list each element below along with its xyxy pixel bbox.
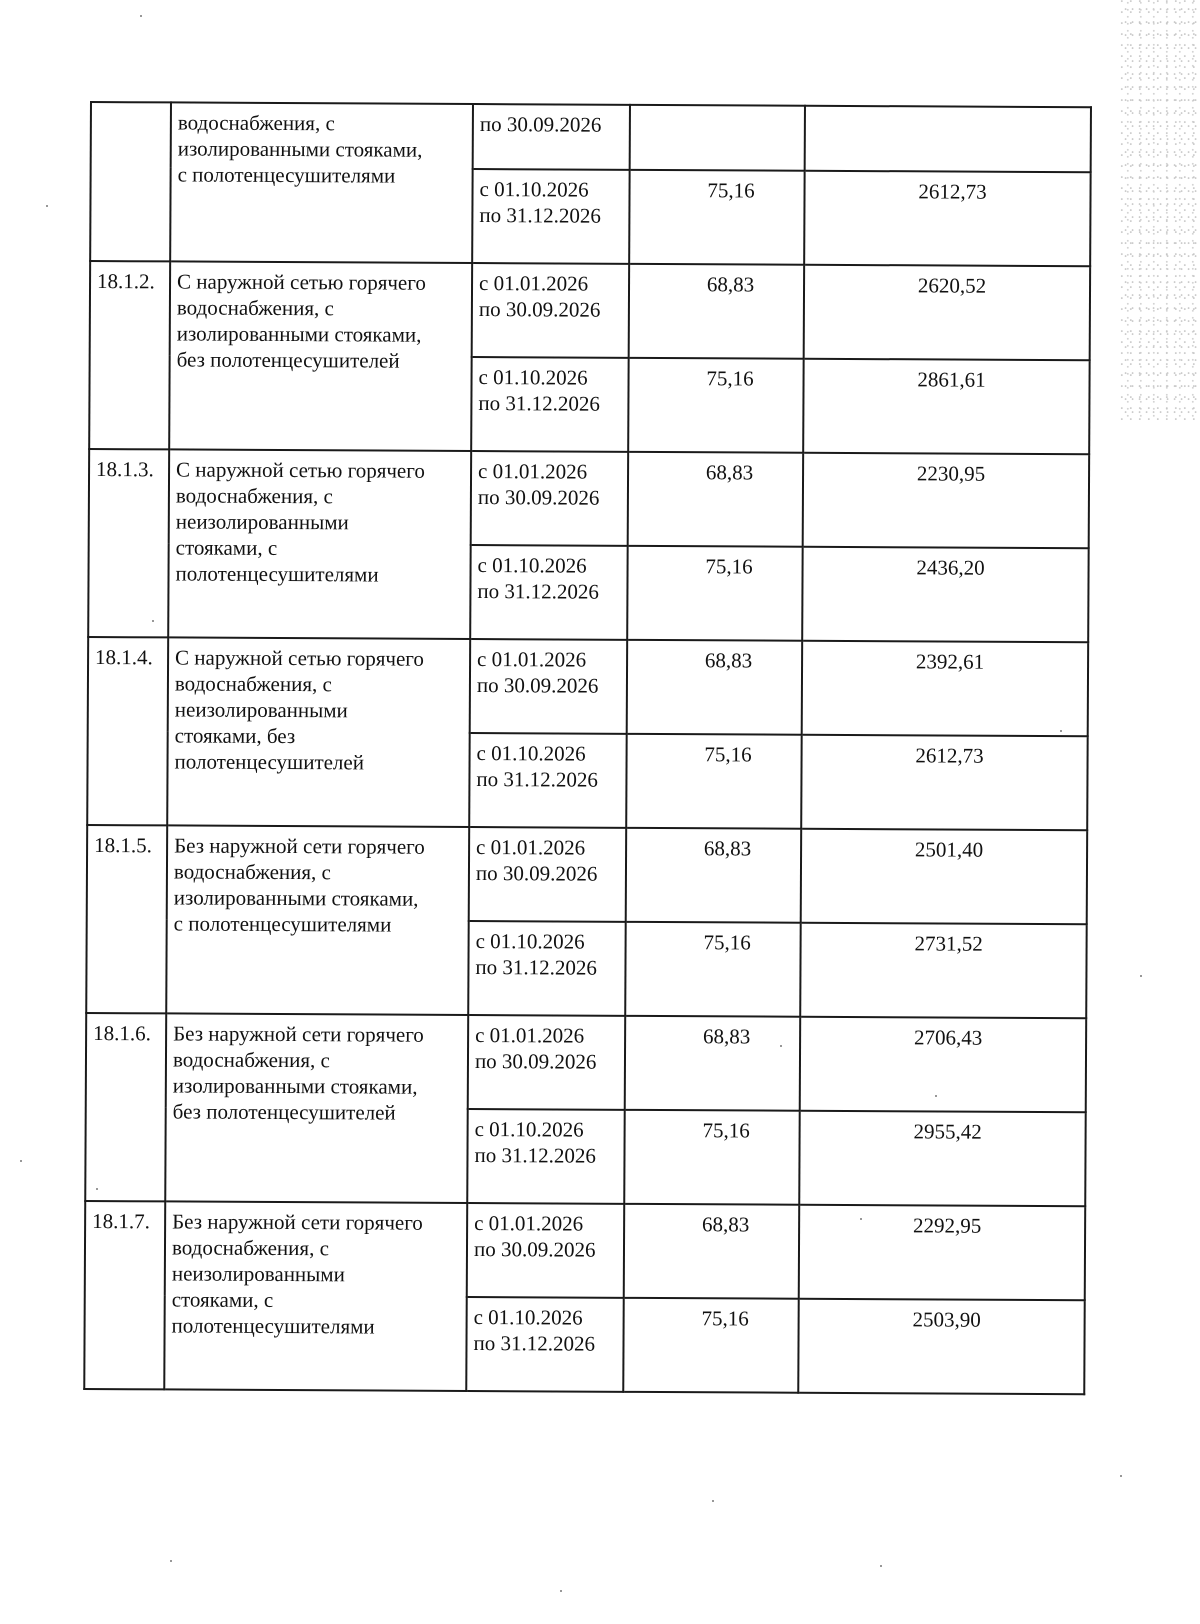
table-row [91,102,1091,172]
volume-value: 68,83 [701,1212,750,1237]
period-line: по 30.09.2026 [478,297,601,322]
description-line: полотенцесушителями [175,561,379,587]
volume-cell [625,922,800,1017]
price-cell [803,453,1089,548]
scan-noise [1120,0,1200,420]
period-line: с 01.10.2026 [475,929,585,954]
volume-cell [624,1110,799,1205]
description-line: изолированными стояками, [172,1073,418,1099]
price-cell [804,265,1090,360]
volume-value: 75,16 [706,366,754,391]
description-line: с полотенцесушителями [177,162,396,188]
price-cell [805,106,1091,172]
price-value: 2612,73 [915,743,984,768]
price-value: 2392,61 [915,649,985,674]
tariff-table [83,101,1092,1395]
document-sheet [83,101,1090,1499]
period-line: с 01.10.2026 [479,177,589,202]
volume-value: 75,16 [705,554,753,579]
price-value: 2230,95 [916,461,986,486]
description-line: полотенцесушителями [171,1313,375,1339]
description-line: без полотенцесушителей [176,347,400,373]
description-line: неизолированными [171,1261,345,1287]
volume-value: 68,83 [702,1024,751,1049]
price-value: 2503,90 [912,1307,981,1332]
description-line: изолированными стояками, [176,321,422,347]
item-number: 18.1.4. [87,637,168,825]
table-row [85,1201,1085,1300]
volume-value: 68,83 [705,460,754,485]
price-cell [798,1299,1084,1394]
validity-period [469,733,626,828]
scan-speck [935,1095,937,1097]
item-description [165,1013,468,1203]
period-line: по 30.09.2026 [473,1237,596,1262]
period-line: с 01.01.2026 [478,271,589,296]
description-line: водоснабжения, с [176,295,334,321]
description-line: водоснабжения, с [174,671,332,697]
description-line: Без наружной сети горячего [174,833,425,859]
description-line: полотенцесушителей [174,749,365,775]
description-line: С наружной сетью горячего [176,457,425,483]
period-line: по 31.12.2026 [473,1331,596,1356]
volume-value: 68,83 [704,648,753,673]
period-line: по 31.12.2026 [477,579,600,604]
description-line: стояками, с [175,535,278,560]
description-line: С наружной сетью горячего [175,645,424,671]
validity-period [470,639,627,734]
period-line: с 01.10.2026 [474,1117,584,1142]
period-line: с 01.10.2026 [477,553,587,578]
scan-speck [152,620,154,622]
scan-speck [46,205,48,207]
volume-cell [629,264,804,359]
validity-period [469,827,626,922]
scan-speck [1140,975,1142,977]
price-value: 2436,20 [916,555,985,580]
table-row [87,825,1087,924]
period-line: с 01.01.2026 [477,647,587,672]
item-description [167,637,470,827]
validity-period [468,1015,625,1110]
period-line: по 30.09.2026 [476,673,599,698]
volume-cell [628,452,803,547]
price-value: 2706,43 [913,1025,983,1050]
price-cell [799,1205,1085,1300]
item-number [90,102,171,261]
description-line: С наружной сетью горячего [176,269,426,295]
price-value: 2501,40 [914,837,984,862]
period-line: с 01.01.2026 [478,459,588,484]
price-value: 2292,95 [912,1213,982,1238]
price-cell [802,641,1088,736]
validity-period [466,1297,623,1392]
period-line: по 31.12.2026 [479,203,601,228]
description-line: Без наружной сети горячего [172,1209,423,1235]
item-number: 18.1.5. [86,825,167,1013]
item-number: 18.1.6. [85,1013,166,1201]
scan-speck [860,1218,862,1220]
description-line: водоснабжения, с [172,1047,330,1073]
volume-cell [626,828,801,923]
item-description [164,1201,467,1391]
table-row [90,261,1090,360]
price-cell [803,359,1089,454]
price-value: 2955,42 [913,1119,982,1144]
description-line: водоснабжения, с [171,1235,329,1261]
price-cell [804,171,1090,266]
price-cell [799,1111,1085,1206]
item-description [166,825,469,1015]
period-line: с 01.10.2026 [478,365,588,390]
table-row [88,637,1088,736]
period-line: с 01.01.2026 [474,1211,584,1236]
volume-value: 75,16 [703,930,751,955]
price-cell [800,923,1086,1018]
volume-value: 75,16 [701,1306,749,1331]
scan-speck [140,15,142,17]
price-cell [802,547,1088,642]
price-cell [801,829,1087,924]
validity-period [471,357,628,452]
price-value: 2861,61 [917,367,986,392]
scan-speck [1060,730,1062,732]
period-line: по 30.09.2026 [474,1049,597,1074]
volume-cell [626,734,801,829]
description-line: водоснабжения, с [175,483,333,509]
scan-speck [1120,1475,1122,1477]
description-line: неизолированными [175,509,349,535]
validity-period [467,1109,624,1204]
item-description [168,449,471,639]
period-line: по 31.12.2026 [476,767,599,792]
period-line: с 01.01.2026 [475,1023,585,1048]
scan-speck [712,1500,714,1502]
scan-speck [96,1188,98,1190]
volume-value: 68,83 [703,836,752,861]
period-line: с 01.10.2026 [473,1305,583,1330]
validity-period [471,451,628,546]
scan-speck [560,1590,562,1592]
volume-cell [624,1204,799,1299]
period-line: по 31.12.2026 [475,955,598,980]
volume-value: 75,16 [702,1118,750,1143]
volume-cell [627,640,802,735]
description-line: с полотенцесушителями [173,911,392,937]
item-description [170,102,473,263]
period-line: по 31.12.2026 [474,1143,597,1168]
description-line: стояками, с [171,1287,274,1312]
price-cell [800,1017,1086,1112]
scan-speck [170,1560,172,1562]
description-line: изолированными стояками, [173,885,419,911]
description-line: водоснабжения, с [173,859,331,885]
price-cell [801,735,1087,830]
period-line: по 31.12.2026 [478,391,600,416]
item-number: 18.1.3. [88,449,169,637]
volume-value: 75,16 [707,178,755,203]
description-line: стояками, без [174,723,296,749]
validity-period [467,1203,624,1298]
period-line: с 01.10.2026 [476,741,586,766]
validity-period [473,104,630,170]
validity-period [472,263,629,358]
price-value: 2612,73 [918,179,987,204]
scan-speck [880,1565,882,1567]
validity-period [472,169,629,264]
volume-cell [625,1016,800,1111]
item-number: 18.1.2. [89,261,170,449]
item-number: 18.1.7. [84,1201,165,1389]
volume-cell [629,170,804,265]
item-description [169,261,472,451]
volume-value: 68,83 [706,272,755,297]
price-value: 2731,52 [914,931,983,956]
volume-value: 75,16 [704,742,752,767]
volume-cell [627,546,802,641]
period-line: по 30.09.2026 [479,112,602,137]
period-line: по 30.09.2026 [477,485,600,510]
description-line: Без наружной сети горячего [173,1021,424,1047]
volume-cell [623,1298,798,1393]
description-line: без полотенцесушителей [172,1099,396,1125]
validity-period [470,545,627,640]
description-line: изолированными стояками, [177,136,423,162]
validity-period [468,921,625,1016]
volume-cell [628,358,803,453]
scan-speck [20,1160,22,1162]
scan-speck [780,1045,782,1047]
volume-cell [630,105,805,171]
price-value: 2620,52 [917,273,987,298]
table-row [89,449,1089,548]
description-line: водоснабжения, с [177,110,335,136]
period-line: с 01.01.2026 [476,835,586,860]
period-line: по 30.09.2026 [475,861,598,886]
description-line: неизолированными [174,697,348,723]
table-row [86,1013,1086,1112]
